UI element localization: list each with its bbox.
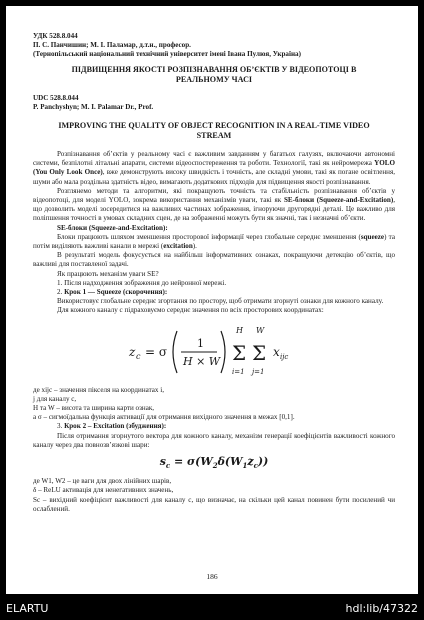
handle-link[interactable]: hdl:lib/47322 <box>345 602 418 615</box>
authors-en: P. Panchyshyn; M. I. Palamar Dr., Prof. <box>33 102 154 111</box>
where-j: j для каналу c, <box>33 394 77 403</box>
svg-text:W: W <box>256 325 265 335</box>
svg-text:z: z <box>129 344 136 359</box>
svg-text:x: x <box>273 344 280 359</box>
paragraph-intro: Розпізнавання об’єктів у реальному часі є важливим завданням у багатьох галузях, включаючи автономні системи, безпілотні літальні апарати, системи відеоспостереження та роботи. Технології, такі як нейромережа YOLO (You Only Look Once), вже демонструють високу швидкість і точність, але складні умови, такі як погане освітлення, шуми або мала роздільна здатність відео, вимагають додаткових підходів для підвищення якості розпізнавання. <box>33 150 396 186</box>
repository-name: ELARTU <box>6 602 49 615</box>
paragraph-squeeze: Блоки працюють шляхом зменшення просторової інформації через глобальне середнє зменшення (squeeze) та потім виділяють важливі канали в мережі (excitation). <box>33 232 395 251</box>
se-heading: SE-блоки (Squeeze-and-Excitation): <box>57 223 168 232</box>
udc-ua: УДК 528.8.044 <box>33 32 78 40</box>
step-2: 2. Крок 1 — Squeeze (скорочення): <box>57 288 168 297</box>
where-sc: Sc – вихідний коефіцієнт важливості для каналу c, що визначає, на скільки цей канал повинен бути посилений чи ослаблений. <box>33 495 395 513</box>
where-x: де xijc – значення пікселя на координатах i, <box>33 385 164 394</box>
title-en <box>33 121 395 141</box>
title-ua <box>33 65 395 85</box>
step-1: 1. Після надходження зображення до нейронної мережі. <box>57 278 227 287</box>
title-en-line1: IMPROVING THE QUALITY OF OBJECT RECOGNITION IN A REAL-TIME VIDEO <box>58 121 370 131</box>
document-page <box>6 6 418 594</box>
title-en-line2: STREAM <box>196 131 232 141</box>
svg-text:i=1: i=1 <box>232 367 245 376</box>
page-content <box>33 32 395 514</box>
svg-text:Σ: Σ <box>252 340 267 365</box>
authors-ua: П. С. Панчишин; М. І. Паламар, д.т.н., професор. <box>33 41 191 50</box>
formula-squeeze <box>33 316 395 386</box>
svg-text:H × W: H × W <box>183 354 221 368</box>
where-weights: де W1, W2 – це ваги для двох лінійних шарів, <box>33 477 172 486</box>
paragraph-channel: Для кожного каналу c підраховуємо середнє значення по всіх просторових координатах: <box>57 306 324 315</box>
paragraph-methods: Розглянемо методи та алгоритми, які покращують точність та стабільність розпізнавання об’єктів у відеопотоці, для моделі YOLO, зокрема використання механізмів уваги, такі як SE-блоки (Squeeze-and-Excitation), що дозволить моделі зосередитися на важливих частинах зображення, ігноруючи другорядні деталі. Це важливо для поліпшення точності в умовах складних сцен, де на зображенні можуть бути як значні, так і незначні об’єкти. <box>33 186 395 223</box>
svg-text:ijc: ijc <box>280 352 289 361</box>
svg-text:= σ: = σ <box>145 344 168 359</box>
affiliation-ua: (Тернопільський національний технічний університет імені Івана Пулюя, Україна) <box>33 50 301 59</box>
formula-squeeze-svg <box>99 319 329 383</box>
svg-text:c: c <box>136 351 141 361</box>
udc-en: UDC 528.8.044 <box>33 93 79 102</box>
where-hw: H та W – висота та ширина карти ознак, <box>33 404 155 413</box>
title-ua-line1: ПІДВИЩЕННЯ ЯКОСТІ РОЗПІЗНАВАННЯ ОБ’ЄКТІВ У ВІДЕОПОТОЦІ В <box>71 64 357 74</box>
svg-text:j=1: j=1 <box>252 367 265 376</box>
paragraph-excitation: Після отримання згорнутого вектора для кожного каналу, механізм генерації коефіцієнтів важливості кожного каналу через два повнозв’язкові шари: <box>33 431 395 449</box>
step-3: 3. Крок 2 – Excitation (збудження): <box>57 422 167 431</box>
viewer-footer <box>0 594 424 620</box>
paragraph-result: В результаті модель фокусується на найбільш інформативних ознаках, покращуючи детекцію об’єктів, що важливі для поставленої задачі. <box>33 251 395 269</box>
where-relu: δ – ReLU активація для ненегативних значень, <box>33 486 174 495</box>
formula-excitation: $s_c = \sigma(W_2\delta(W_1z_c))$ <box>159 454 269 471</box>
page-number: 186 <box>206 572 218 581</box>
svg-text:1: 1 <box>197 336 204 350</box>
paragraph-question: Як працюють механізм уваги SE? <box>57 269 159 278</box>
paragraph-pooling: Використовує глобальне середнє згортання по простору, щоб отримати згорнуті ознаки для кожного каналу. <box>57 297 384 306</box>
where-sigma: а σ – сигмоїдальна функція активації для отримання вихідного значення в межах [0,1]. <box>33 413 295 422</box>
svg-text:Σ: Σ <box>232 340 247 365</box>
title-ua-line2: РЕАЛЬНОМУ ЧАСІ <box>175 74 253 84</box>
svg-text:H: H <box>236 325 243 335</box>
